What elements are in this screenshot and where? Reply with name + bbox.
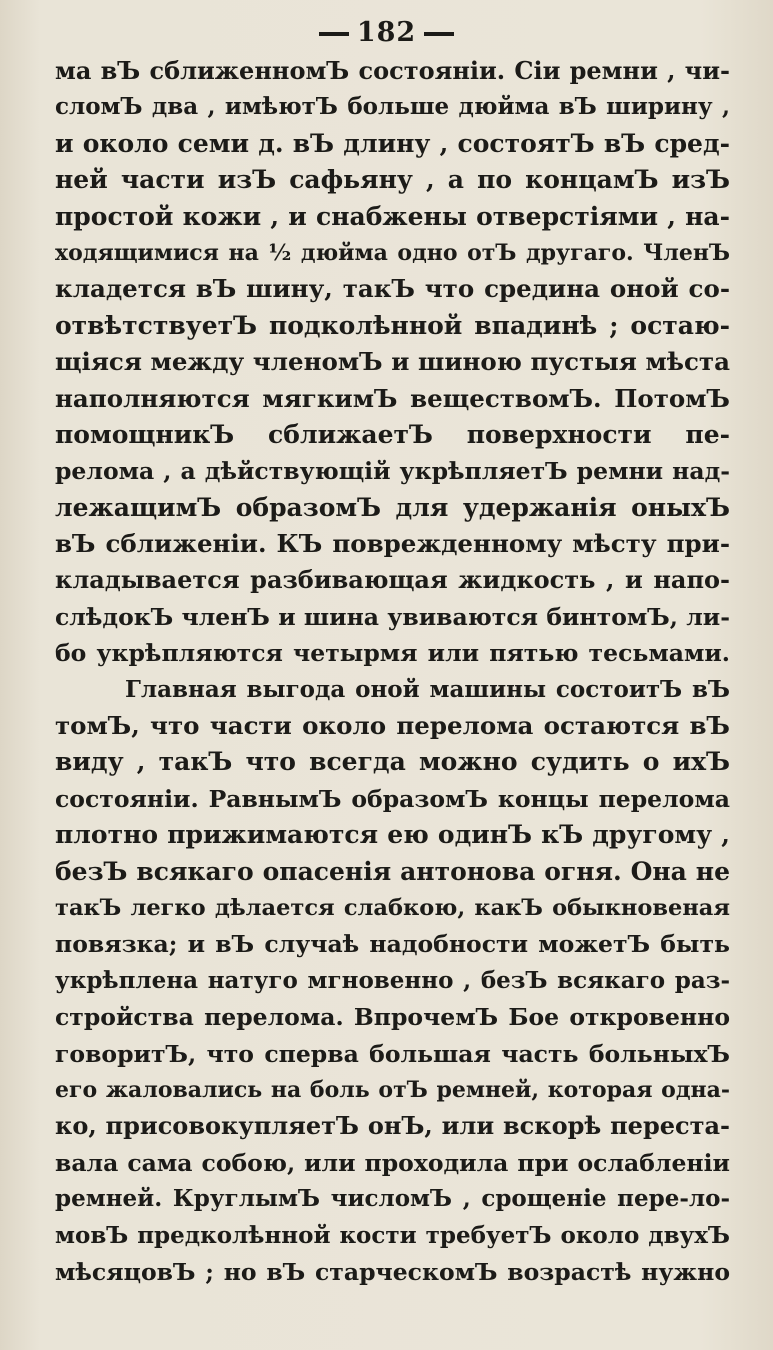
text-line: стройства перелома. ВпрочемЪ Бое откровенно — [55, 1003, 730, 1032]
text-line: отвѣтствуетЪ подколѣнной впадинѣ ; остаю- — [55, 310, 730, 340]
text-line: вала сама собою, или проходила при ослабленіи — [55, 1148, 730, 1177]
text-line: повязка; и вЪ случаѣ надобности можетЪ быть — [55, 930, 730, 959]
text-line: помощникЪ сближаетЪ поверхности пе- — [55, 419, 730, 449]
text-line: говоритЪ, что сперва большая часть больныхЪ — [55, 1039, 730, 1068]
text-line: слѣдокЪ членЪ и шина увиваются бинтомЪ, ли- — [55, 602, 730, 631]
text-line: ко, присовокупляетЪ онЪ, или вскорѣ переста- — [55, 1111, 730, 1141]
text-line: сломЪ два , имѣютЪ больше дюйма вЪ ширину , — [55, 93, 730, 121]
text-line: кладывается разбивающая жидкость , и напо- — [55, 565, 730, 595]
text-line: простой кожи , и снабжены отверстіями , на- — [55, 201, 730, 231]
text-line: ходящимися на ½ дюйма одно отЪ другаго. ЧленЪ — [55, 239, 730, 266]
text-line: щіяся между членомЪ и шиною пустыя мѣста — [55, 347, 730, 377]
text-line: кладется вЪ шину, такЪ что средина оной со- — [55, 274, 730, 304]
header-dash-left — [319, 32, 349, 36]
text-line: мовЪ предколѣнной кости требуетЪ около двухЪ — [55, 1221, 730, 1249]
text-line: виду , такЪ что всегда можно судить о ихЪ — [55, 747, 730, 777]
text-line: безЪ всякаго опасенія антонова огня. Она не — [55, 856, 730, 886]
body-text — [55, 53, 730, 1290]
text-line: плотно прижимаются ею одинЪ кЪ другому , — [55, 820, 730, 850]
text-line: укрѣплена натуго мгновенно , безЪ всякаго раз- — [55, 966, 730, 994]
text-line: наполняются мягкимЪ веществомЪ. ПотомЪ — [55, 383, 730, 413]
header-dash-right — [424, 32, 454, 36]
text-line: ма вЪ сближенномЪ состояніи. Сіи ремни , чи- — [55, 56, 730, 85]
page-number: 182 — [356, 17, 417, 48]
text-line: ремней. КруглымЪ числомЪ , срощеніе пере-ло- — [55, 1185, 730, 1213]
text-line: его жаловались на боль отЪ ремней, которая одна- — [55, 1076, 730, 1103]
text-line: бо укрѣпляются четырмя или пятью тесьмами. — [55, 639, 730, 668]
text-line: ней части изЪ сафьяну , а по концамЪ изЪ — [55, 165, 730, 195]
page-header — [0, 16, 773, 50]
text-line: лежащимЪ образомЪ для удержанія оныхЪ — [55, 492, 730, 522]
text-line: вЪ сближеніи. КЪ поврежденному мѣсту при- — [55, 529, 730, 559]
text-line: такЪ легко дѣлается слабкою, какЪ обыкновеная — [55, 894, 730, 921]
text-line: релома , а дѣйствующій укрѣпляетЪ ремни над- — [55, 457, 730, 486]
text-line: состояніи. РавнымЪ образомЪ концы перелома — [55, 784, 730, 813]
text-line: мѣсяцовЪ ; но вЪ старческомЪ возрастѣ нужно — [55, 1257, 730, 1286]
text-line: томЪ, что части около перелома остаются вЪ — [55, 711, 730, 741]
paragraph-start-line: Главная выгода оной машины состоитЪ вЪ — [125, 675, 730, 703]
text-line: и около семи д. вЪ длину , состоятЪ вЪ сред- — [55, 128, 730, 158]
